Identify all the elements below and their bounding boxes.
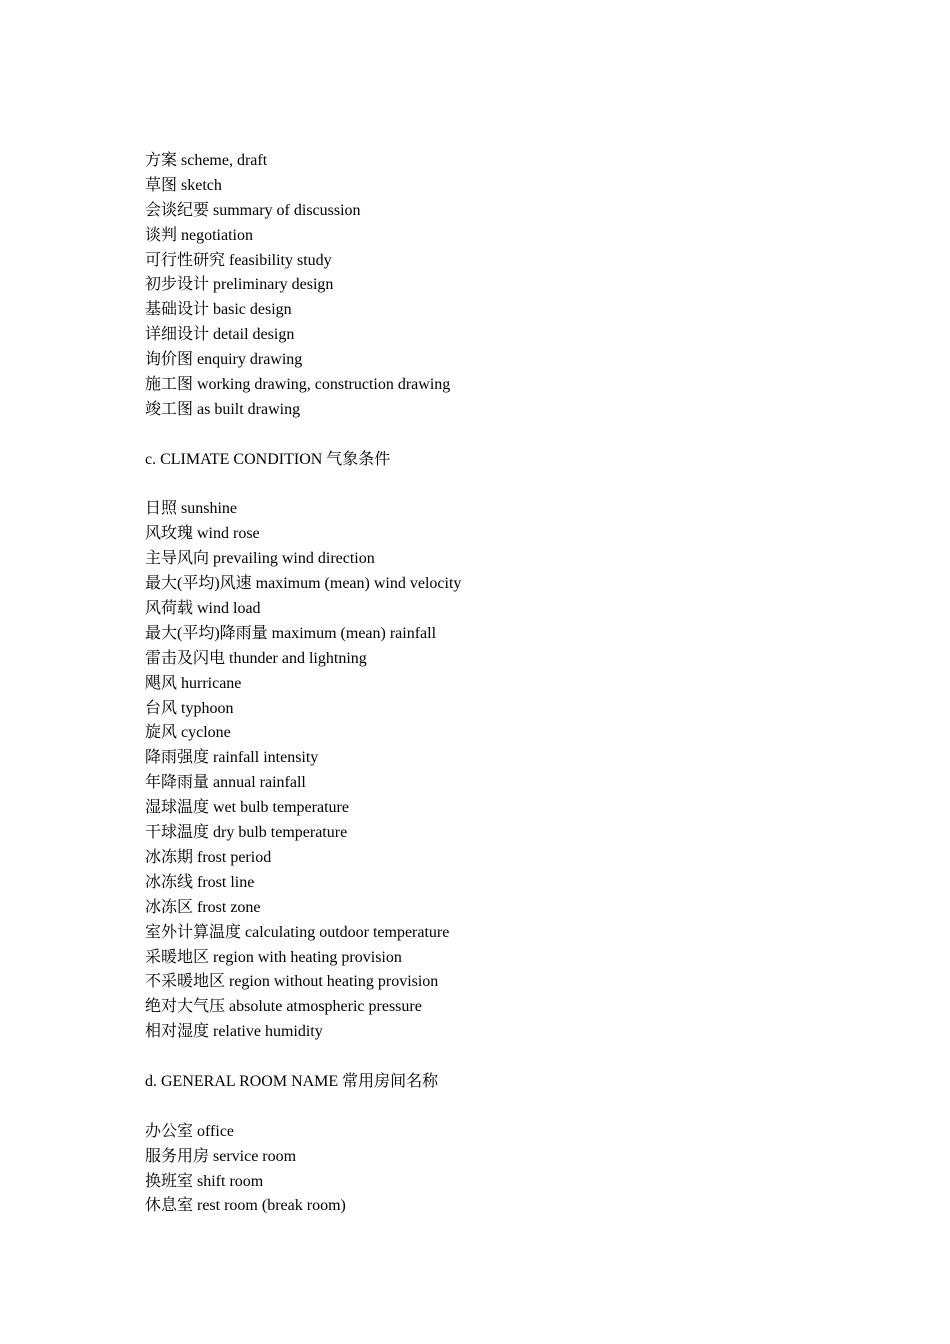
list-item: 风荷载 wind load (145, 600, 261, 618)
list-item: 降雨强度 rainfall intensity (145, 749, 319, 767)
list-item: 竣工图 as built drawing (145, 400, 301, 418)
list-item: 湿球温度 wet bulb temperature (145, 799, 349, 817)
list-item: 草图 sketch (145, 176, 222, 194)
climate-term-list (145, 497, 905, 1045)
list-item: 相对湿度 relative humidity (145, 1023, 323, 1041)
list-item: 方案 scheme, draft (145, 152, 268, 169)
list-item: 旋风 cyclone (145, 724, 231, 742)
list-item: 不采暖地区 region without heating provision (145, 973, 439, 991)
list-item: 台风 typhoon (145, 699, 234, 717)
list-item: 冰冻期 frost period (145, 848, 272, 866)
list-item: 最大(平均)降雨量 maximum (mean) rainfall (145, 624, 437, 642)
list-item: 冰冻线 frost line (145, 873, 255, 891)
list-item: 绝对大气压 absolute atmospheric pressure (145, 998, 422, 1016)
list-item: 冰冻区 frost zone (145, 898, 261, 916)
list-item: 雷击及闪电 thunder and lightning (145, 649, 367, 667)
list-item: 服务用房 service room (145, 1147, 297, 1165)
room-name-list (145, 1120, 905, 1220)
list-item: 换班室 shift room (145, 1172, 264, 1190)
section-heading-rooms: d. GENERAL ROOM NAME 常用房间名称 (145, 1072, 439, 1090)
list-item: 最大(平均)风速 maximum (mean) wind velocity (145, 575, 462, 593)
list-item: 基础设计 basic design (145, 301, 292, 319)
design-stage-list (145, 149, 905, 423)
list-item: 办公室 office (145, 1122, 235, 1140)
list-item: 会谈纪要 summary of discussion (145, 201, 361, 219)
list-item: 施工图 working drawing, construction drawing (145, 376, 451, 394)
list-item: 可行性研究 feasibility study (145, 251, 332, 269)
section-heading-climate: c. CLIMATE CONDITION 气象条件 (145, 450, 391, 468)
list-item: 详细设计 detail design (145, 326, 295, 344)
list-item: 飓风 hurricane (145, 674, 242, 692)
list-item: 采暖地区 region with heating provision (145, 948, 402, 966)
list-item: 干球温度 dry bulb temperature (145, 824, 348, 842)
paragraph-spacer (145, 1095, 905, 1120)
list-item: 日照 sunshine (145, 500, 238, 518)
list-item: 主导风向 prevailing wind direction (145, 550, 375, 568)
list-item: 风玫瑰 wind rose (145, 525, 260, 543)
paragraph-spacer (145, 423, 905, 448)
paragraph-spacer (145, 1045, 905, 1070)
list-item: 谈判 negotiation (145, 226, 253, 244)
list-item: 询价图 enquiry drawing (145, 351, 303, 369)
document-page (145, 149, 905, 1219)
list-item: 年降雨量 annual rainfall (145, 774, 306, 792)
list-item: 初步设计 preliminary design (145, 276, 334, 294)
list-item: 室外计算温度 calculating outdoor temperature (145, 923, 450, 941)
list-item: 休息室 rest room (break room) (145, 1197, 346, 1215)
paragraph-spacer (145, 473, 905, 498)
